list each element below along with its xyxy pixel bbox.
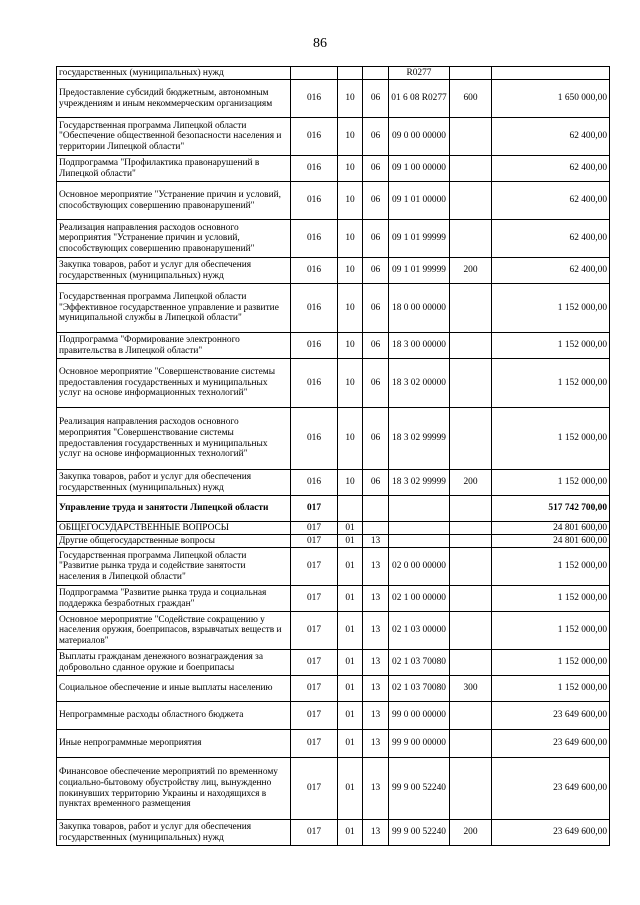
row-article: 02 1 00 00000: [389, 586, 450, 612]
row-subsection: 13: [363, 702, 389, 730]
row-section: 10: [338, 118, 363, 156]
row-name: ОБЩЕГОСУДАРСТВЕННЫЕ ВОПРОСЫ: [57, 522, 291, 535]
row-expense-type: [450, 284, 492, 333]
row-amount: 1 152 000,00: [492, 650, 610, 676]
row-section: 01: [338, 535, 363, 548]
row-section: 10: [338, 408, 363, 470]
row-expense-type: [450, 496, 492, 522]
row-name: Подпрограмма "Профилактика правонарушений в Липецкой области": [57, 156, 291, 182]
row-name: Государственная программа Липецкой области "Развитие рынка труда и содействие занятости населения в Липецкой области": [57, 548, 291, 586]
row-section: 01: [338, 612, 363, 650]
row-amount: 1 152 000,00: [492, 333, 610, 359]
row-name: Основное мероприятие "Содействие сокращению у населения оружия, боеприпасов, взрывчатых веществ и материалов": [57, 612, 291, 650]
row-amount: 23 649 600,00: [492, 758, 610, 820]
table-row: [57, 220, 610, 258]
row-code: 016: [291, 220, 338, 258]
row-code: 017: [291, 820, 338, 846]
row-article: 99 0 00 00000: [389, 702, 450, 730]
row-name: Основное мероприятие "Совершенствование системы предоставления государственных и муниципальных услуг на основе информационных технологий": [57, 359, 291, 408]
row-expense-type: [450, 612, 492, 650]
row-section: [338, 496, 363, 522]
row-name: Закупка товаров, работ и услуг для обеспечения государственных (муниципальных) нужд: [57, 470, 291, 496]
row-expense-type: [450, 522, 492, 535]
row-name: Закупка товаров, работ и услуг для обеспечения государственных (муниципальных) нужд: [57, 820, 291, 846]
row-expense-type: [450, 730, 492, 758]
row-name: Основное мероприятие "Устранение причин и условий, способствующих совершению правонарушений": [57, 182, 291, 220]
table-row: [57, 730, 610, 758]
table-row: [57, 758, 610, 820]
row-code: 016: [291, 333, 338, 359]
row-expense-type: [450, 118, 492, 156]
row-section: 01: [338, 522, 363, 535]
row-amount: 62 400,00: [492, 182, 610, 220]
row-code: 017: [291, 612, 338, 650]
row-amount: 23 649 600,00: [492, 702, 610, 730]
row-amount: 1 152 000,00: [492, 359, 610, 408]
row-name: Государственная программа Липецкой области "Обеспечение общественной безопасности населения и территории Липецкой области": [57, 118, 291, 156]
row-amount: 23 649 600,00: [492, 820, 610, 846]
row-code: 017: [291, 702, 338, 730]
row-article: 09 1 01 99999: [389, 258, 450, 284]
row-code: 017: [291, 758, 338, 820]
row-amount: 24 801 600,00: [492, 522, 610, 535]
table-row: [57, 118, 610, 156]
row-code: 016: [291, 156, 338, 182]
row-section: 10: [338, 470, 363, 496]
row-article: 02 1 03 70080: [389, 650, 450, 676]
row-expense-type: [450, 220, 492, 258]
row-article: 09 1 01 00000: [389, 182, 450, 220]
row-section: 01: [338, 650, 363, 676]
row-subsection: 06: [363, 80, 389, 118]
row-amount: 1 152 000,00: [492, 676, 610, 702]
row-name: Реализация направления расходов основного мероприятия "Совершенствование системы предоставления государственных и муниципальных услуг на основе информационных технологий": [57, 408, 291, 470]
row-name: Управление труда и занятости Липецкой области: [57, 496, 291, 522]
row-article: R0277: [389, 67, 450, 80]
table-row: [57, 702, 610, 730]
row-article: 01 6 08 R0277: [389, 80, 450, 118]
row-name: Другие общегосударственные вопросы: [57, 535, 291, 548]
row-amount: 1 152 000,00: [492, 408, 610, 470]
table-row: [57, 548, 610, 586]
row-subsection: [363, 67, 389, 80]
row-name: Закупка товаров, работ и услуг для обеспечения государственных (муниципальных) нужд: [57, 258, 291, 284]
row-subsection: 13: [363, 758, 389, 820]
row-code: 017: [291, 535, 338, 548]
row-code: 016: [291, 118, 338, 156]
table-body: [57, 67, 610, 846]
budget-table: [56, 66, 610, 846]
row-subsection: 13: [363, 820, 389, 846]
row-section: 01: [338, 730, 363, 758]
row-subsection: 13: [363, 612, 389, 650]
row-subsection: 13: [363, 548, 389, 586]
table-row: [57, 333, 610, 359]
row-amount: 1 152 000,00: [492, 612, 610, 650]
row-amount: 62 400,00: [492, 258, 610, 284]
row-section: 01: [338, 548, 363, 586]
row-subsection: 06: [363, 118, 389, 156]
row-subsection: 06: [363, 182, 389, 220]
row-expense-type: 200: [450, 470, 492, 496]
table-row: [57, 156, 610, 182]
page-number: 86: [313, 36, 327, 51]
row-subsection: 06: [363, 470, 389, 496]
table-row: [57, 496, 610, 522]
row-code: 017: [291, 676, 338, 702]
row-subsection: 06: [363, 258, 389, 284]
row-subsection: 06: [363, 156, 389, 182]
table-row: [57, 408, 610, 470]
row-subsection: 13: [363, 535, 389, 548]
row-article: 09 1 00 00000: [389, 156, 450, 182]
row-amount: 1 152 000,00: [492, 548, 610, 586]
row-article: [389, 522, 450, 535]
row-name: Непрограммные расходы областного бюджета: [57, 702, 291, 730]
row-article: 18 0 00 00000: [389, 284, 450, 333]
row-amount: 23 649 600,00: [492, 730, 610, 758]
row-expense-type: [450, 359, 492, 408]
row-code: 017: [291, 522, 338, 535]
row-subsection: 06: [363, 333, 389, 359]
row-article: 09 1 01 99999: [389, 220, 450, 258]
row-amount: [492, 67, 610, 80]
row-section: 10: [338, 284, 363, 333]
row-name: Реализация направления расходов основного мероприятия "Устранение причин и условий, способствующих совершению правонарушений": [57, 220, 291, 258]
row-amount: 1 152 000,00: [492, 586, 610, 612]
row-expense-type: [450, 650, 492, 676]
row-expense-type: [450, 182, 492, 220]
row-expense-type: 200: [450, 258, 492, 284]
row-code: 016: [291, 284, 338, 333]
table-row: [57, 182, 610, 220]
row-article: 99 9 00 52240: [389, 820, 450, 846]
row-name: Выплаты гражданам денежного вознаграждения за добровольно сданное оружие и боеприпасы: [57, 650, 291, 676]
row-name: Подпрограмма "Формирование электронного правительства в Липецкой области": [57, 333, 291, 359]
row-article: 02 1 03 70080: [389, 676, 450, 702]
row-amount: 62 400,00: [492, 220, 610, 258]
row-subsection: 06: [363, 408, 389, 470]
row-subsection: 13: [363, 676, 389, 702]
table-row: [57, 535, 610, 548]
row-subsection: 13: [363, 586, 389, 612]
table-row: [57, 359, 610, 408]
table-row: [57, 284, 610, 333]
row-section: 01: [338, 702, 363, 730]
row-subsection: 13: [363, 650, 389, 676]
row-amount: 517 742 700,00: [492, 496, 610, 522]
row-amount: 1 152 000,00: [492, 470, 610, 496]
row-code: 016: [291, 182, 338, 220]
row-section: 10: [338, 182, 363, 220]
row-code: 017: [291, 496, 338, 522]
row-section: 01: [338, 676, 363, 702]
row-subsection: 06: [363, 359, 389, 408]
table-row: [57, 650, 610, 676]
table-row: [57, 522, 610, 535]
row-article: 02 1 03 00000: [389, 612, 450, 650]
row-section: 10: [338, 220, 363, 258]
row-name: Подпрограмма "Развитие рынка труда и социальная поддержка безработных граждан": [57, 586, 291, 612]
row-section: [338, 67, 363, 80]
row-expense-type: 600: [450, 80, 492, 118]
row-code: 016: [291, 359, 338, 408]
row-expense-type: [450, 156, 492, 182]
table-row: [57, 676, 610, 702]
row-name: Финансовое обеспечение мероприятий по временному социально-бытовому обустройству лиц, вынужденно покинувших территорию Украины и находящихся в пунктах временного размещения: [57, 758, 291, 820]
row-code: 016: [291, 80, 338, 118]
row-section: 10: [338, 80, 363, 118]
row-code: [291, 67, 338, 80]
table-row: [57, 820, 610, 846]
row-article: 18 3 00 00000: [389, 333, 450, 359]
row-article: 99 9 00 52240: [389, 758, 450, 820]
row-code: 016: [291, 408, 338, 470]
row-code: 017: [291, 650, 338, 676]
row-expense-type: [450, 535, 492, 548]
row-section: 10: [338, 333, 363, 359]
row-article: 02 0 00 00000: [389, 548, 450, 586]
row-expense-type: 200: [450, 820, 492, 846]
row-section: 10: [338, 156, 363, 182]
row-subsection: 06: [363, 284, 389, 333]
row-section: 10: [338, 359, 363, 408]
row-section: 10: [338, 258, 363, 284]
table-row: [57, 612, 610, 650]
row-expense-type: [450, 408, 492, 470]
row-amount: 1 152 000,00: [492, 284, 610, 333]
row-article: 18 3 02 99999: [389, 408, 450, 470]
row-name: Иные непрограммные мероприятия: [57, 730, 291, 758]
table-row: [57, 80, 610, 118]
row-section: 01: [338, 586, 363, 612]
row-expense-type: [450, 548, 492, 586]
row-section: 01: [338, 758, 363, 820]
row-expense-type: [450, 758, 492, 820]
row-subsection: 06: [363, 220, 389, 258]
table-row: [57, 470, 610, 496]
row-expense-type: [450, 67, 492, 80]
row-amount: 62 400,00: [492, 156, 610, 182]
row-amount: 62 400,00: [492, 118, 610, 156]
row-name: Предоставление субсидий бюджетным, автономным учреждениям и иным некоммерческим организациям: [57, 80, 291, 118]
row-amount: 1 650 000,00: [492, 80, 610, 118]
row-subsection: [363, 522, 389, 535]
row-article: 99 9 00 00000: [389, 730, 450, 758]
row-article: 18 3 02 00000: [389, 359, 450, 408]
row-article: [389, 496, 450, 522]
row-name: Государственная программа Липецкой области "Эффективное государственное управление и развитие муниципальной службы в Липецкой области": [57, 284, 291, 333]
row-code: 017: [291, 548, 338, 586]
row-code: 017: [291, 586, 338, 612]
row-expense-type: [450, 702, 492, 730]
row-expense-type: [450, 333, 492, 359]
row-subsection: 13: [363, 730, 389, 758]
row-section: 01: [338, 820, 363, 846]
table-row: [57, 258, 610, 284]
table-row: [57, 67, 610, 80]
row-article: 18 3 02 99999: [389, 470, 450, 496]
row-amount: 24 801 600,00: [492, 535, 610, 548]
row-article: [389, 535, 450, 548]
row-expense-type: [450, 586, 492, 612]
row-code: 016: [291, 470, 338, 496]
row-article: 09 0 00 00000: [389, 118, 450, 156]
row-code: 016: [291, 258, 338, 284]
row-expense-type: 300: [450, 676, 492, 702]
row-name: государственных (муниципальных) нужд: [57, 67, 291, 80]
row-name: Социальное обеспечение и иные выплаты населению: [57, 676, 291, 702]
table-row: [57, 586, 610, 612]
row-code: 017: [291, 730, 338, 758]
row-subsection: [363, 496, 389, 522]
